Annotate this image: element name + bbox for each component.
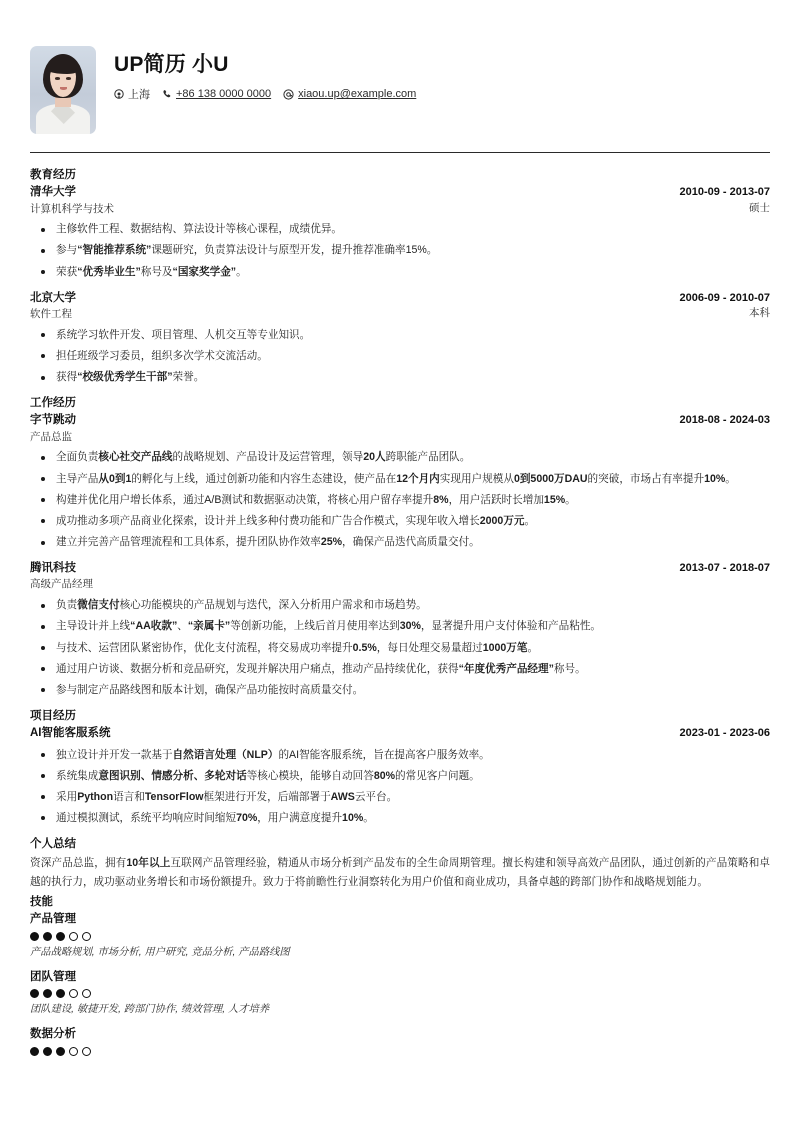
bullet-item: 参与制定产品路线图和版本计划，确保产品功能按时高质量交付。 [30,682,770,699]
entry [30,290,770,386]
rating-dot-filled [56,932,65,941]
bullet-item: 与技术、运营团队紧密协作，优化支付流程，将交易成功率提升0.5%，每日处理交易量超过1000万笔。 [30,640,770,657]
bullet-item: 参与“智能推荐系统”课题研究，负责算法设计与原型开发，提升推荐准确率15%。 [30,242,770,259]
rating-dot-empty [69,1047,78,1056]
section-title-skills: 技能 [30,896,53,909]
entry-role: 软件工程 [30,307,72,320]
section-title-projects: 项目经历 [30,710,76,722]
skills-container [30,911,770,1055]
bullet-item: 通过用户访谈、数据分析和竞品研究，发现并解决用户痛点，推动产品持续优化，获得“年度优秀产品经理”称号。 [30,661,770,678]
bullet-item: 独立设计并开发一款基于自然语言处理（NLP）的AI智能客服系统，旨在提高客户服务效率。 [30,747,770,764]
entry-left [30,560,93,593]
entry-degree: 硕士 [749,201,770,214]
skill-keywords: 产品战略规划, 市场分析, 用户研究, 竞品分析, 产品路线图 [30,947,290,959]
bullet-list [30,449,770,551]
contact-location-text: 上海 [128,89,150,102]
bullet-item: 主导产品从0到1的孵化与上线，通过创新功能和内容生态建设，使产品在12个月内实现用户规模从0到5000万DAU的突破，市场占有率提升10%。 [30,471,770,488]
entry [30,412,770,551]
entry-header [30,560,770,593]
entry [30,184,770,280]
rating-dot-filled [30,1047,39,1056]
section-title-work: 工作经历 [30,397,76,410]
entry [30,560,770,699]
skill-rating [30,932,770,941]
bullet-item: 系统学习软件开发、项目管理、人机交互等专业知识。 [30,327,770,344]
contact-row [114,86,428,102]
entry-organization: 字节跳动 [30,414,76,427]
entry-header [30,725,770,742]
entry-role: 高级产品经理 [30,578,93,591]
entry-header [30,290,770,323]
phone-icon [162,89,172,100]
rating-dot-filled [43,1047,52,1056]
contact-location [114,86,150,102]
contact-email-text[interactable]: xiaou.up@example.com [298,88,417,101]
skill-rating [30,989,770,998]
entry-right [679,290,770,322]
section-work [30,395,770,699]
section-projects [30,708,770,827]
entry-dates: 2006-09 - 2010-07 [679,291,770,304]
bullet-item: 通过模拟测试，系统平均响应时间缩短70%，用户满意度提升10%。 [30,810,770,827]
rating-dot-empty [82,989,91,998]
resume-header [30,46,770,148]
entry-right [679,560,770,577]
section-title-summary: 个人总结 [30,838,76,851]
entry-right [679,412,770,429]
entry-dates: 2018-08 - 2024-03 [679,414,770,427]
header-divider [30,152,770,153]
skill-rating [30,1047,770,1056]
rating-dot-filled [43,932,52,941]
rating-dot-filled [43,989,52,998]
bullet-item: 构建并优化用户增长体系，通过A/B测试和数据驱动决策，将核心用户留存率提升8%，用户活跃时长增加15%。 [30,492,770,509]
rating-dot-empty [82,932,91,941]
bullet-list [30,597,770,699]
bullet-item: 建立并完善产品管理流程和工具体系，提升团队协作效率25%，确保产品迭代高质量交付。 [30,534,770,551]
entry-right [679,725,770,742]
bullet-list [30,747,770,828]
entry-dates: 2013-07 - 2018-07 [679,562,770,575]
entry-left [30,184,114,217]
bullet-list [30,221,770,280]
bullet-item: 负责微信支付核心功能模块的产品规划与迭代，深入分析用户需求和市场趋势。 [30,597,770,614]
location-pin-icon [114,89,124,100]
entry-left [30,412,76,445]
entry-left [30,290,76,323]
email-at-icon [283,89,294,100]
contact-email[interactable] [283,88,416,100]
rating-dot-filled [30,989,39,998]
bullet-item: 荣获“优秀毕业生”称号及“国家奖学金”。 [30,264,770,281]
bullet-item: 获得“校级优秀学生干部”荣誉。 [30,369,770,386]
rating-dot-filled [56,989,65,998]
skill-block [30,1026,770,1056]
section-summary [30,836,770,892]
entry-role: 产品总监 [30,430,72,443]
entry-organization: 清华大学 [30,186,76,199]
rating-dot-empty [82,1047,91,1056]
entry-organization: 腾讯科技 [30,562,76,575]
entry-dates: 2010-09 - 2013-07 [679,186,770,199]
entry-right [679,184,770,216]
bullet-item: 主修软件工程、数据结构、算法设计等核心课程，成绩优异。 [30,221,770,238]
contact-phone-text[interactable]: +86 138 0000 0000 [176,88,272,101]
header-text-block [114,46,428,102]
entry-organization: AI智能客服系统 [30,727,111,740]
section-title-education: 教育经历 [30,169,76,181]
section-education [30,167,770,386]
skill-name: 数据分析 [30,1027,76,1040]
entry [30,725,770,827]
rating-dot-filled [56,1047,65,1056]
summary-text: 资深产品总监，拥有10年以上互联网产品管理经验，精通从市场分析到产品发布的全生命周期管理。擅长构建和领导高效产品团队，通过创新的产品策略和卓越的执行力，成功驱动业务增长和市场份额提升。致力于将前瞻性行业洞察转化为用户价值和商业成功，具备卓越的跨部门协作和战略规划能力。 [30,857,770,889]
entry-header [30,184,770,217]
entry-header [30,412,770,445]
section-skills [30,894,770,1056]
avatar [30,46,96,134]
entry-organization: 北京大学 [30,291,76,304]
bullet-item: 担任班级学习委员，组织多次学术交流活动。 [30,348,770,365]
entry-degree: 本科 [749,307,770,320]
skill-keywords: 团队建设, 敏捷开发, 跨部门协作, 绩效管理, 人才培养 [30,1004,270,1016]
entry-dates: 2023-01 - 2023-06 [679,727,770,740]
page-title: UP简历 小U [114,53,229,76]
entry-role: 计算机科学与技术 [30,202,114,215]
skill-name: 团队管理 [30,970,76,983]
skill-name: 产品管理 [30,913,76,926]
skill-block [30,911,770,960]
bullet-item: 成功推动多项产品商业化探索，设计并上线多种付费功能和广告合作模式，实现年收入增长2000万元。 [30,513,770,530]
bullet-item: 系统集成意图识别、情感分析、多轮对话等核心模块，能够自动回答80%的常见客户问题。 [30,768,770,785]
bullet-item: 全面负责核心社交产品线的战略规划、产品设计及运营管理，领导20人跨职能产品团队。 [30,449,770,466]
bullet-item: 主导设计并上线“AA收款”、“亲属卡”等创新功能，上线后首月使用率达到30%，显著提升用户支付体验和产品粘性。 [30,618,770,635]
rating-dot-empty [69,932,78,941]
bullet-item: 采用Python语言和TensorFlow框架进行开发，后端部署于AWS云平台。 [30,789,770,806]
rating-dot-filled [30,932,39,941]
sections-container [30,167,770,827]
bullet-list [30,327,770,386]
skill-block [30,969,770,1018]
entry-left [30,725,111,742]
rating-dot-empty [69,989,78,998]
contact-phone[interactable] [162,88,271,100]
